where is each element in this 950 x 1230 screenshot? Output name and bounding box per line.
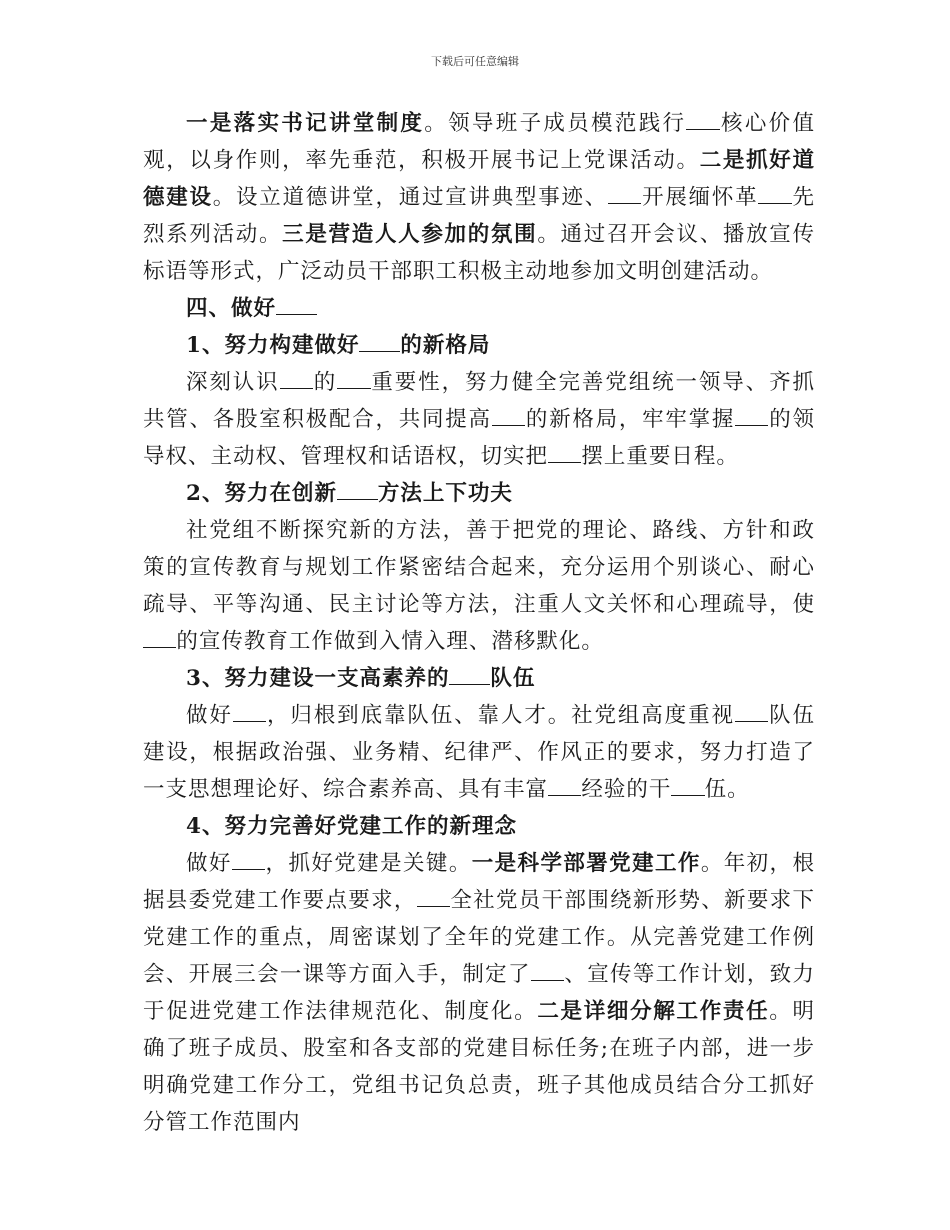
text-span: 摆上重要日程。 — [581, 444, 739, 469]
text-span: 经验的干 — [581, 777, 672, 802]
text-span: 全社党员干部围绕新形势、新要求下党建工作的重点，周密谋划了全年的党建工作。从完善党建工作例会、开展三会一课等方面入手，制定了 — [143, 888, 815, 987]
blank — [686, 109, 719, 130]
subsection-body-2 — [143, 512, 815, 660]
document-body — [143, 105, 815, 1141]
blank — [276, 294, 317, 315]
subsection-body-3 — [143, 697, 815, 808]
subsection-body-1 — [143, 364, 815, 475]
text-span: 队伍建设，根据政治强、业务精、纪律严、作风正的要求，努力打造了一支思想理论好、综合素养高、具有丰富 — [143, 703, 815, 802]
text-span: 2、努力在创新 — [186, 481, 337, 506]
text-span: ，归根到底靠队伍、靠人才。社党组高度重视 — [266, 703, 735, 728]
blank — [531, 960, 564, 981]
subsection-body-4 — [143, 845, 815, 1141]
text-span: 深刻认识 — [186, 370, 280, 395]
text-span: 3、努力建设一支高素养的 — [186, 666, 450, 691]
blank — [548, 442, 581, 463]
text-span: 核心价值观，以身作则，率先垂范，积极开展书记上党课活动。 — [143, 111, 815, 173]
subsection-title-3 — [143, 660, 815, 697]
subsection-title-2 — [143, 475, 815, 512]
point-three: 三是营造人人参加的氛围 — [282, 222, 538, 247]
blank — [280, 368, 313, 389]
text-span: 伍。 — [704, 777, 750, 802]
blank — [417, 886, 450, 907]
point-two: 二是抓好道德建设 — [143, 148, 815, 210]
text-span: 。年初，根据县委党建工作要点要求， — [143, 851, 815, 913]
text-span: 开展缅怀革 — [641, 185, 759, 210]
subsection-title-4: 4、努力完善好党建工作的新理念 — [186, 814, 517, 839]
text-span: 1、努力构建做好 — [186, 333, 360, 358]
blank — [232, 849, 265, 870]
blank — [608, 183, 641, 204]
blank — [735, 405, 768, 426]
text-span: 、宣传等工作计划，致力于促进党建工作法律规范化、制度化。 — [143, 962, 815, 1024]
text-span: 先烈系列活动。 — [143, 185, 815, 247]
text-span: 社党组不断探究新的方法，善于把党的理论、路线、方针和政策的宣传教育与规划工作紧密结合起来，充分运用个别谈心、耐心疏导、平等沟通、民主讨论等方法，注重人文关怀和心理疏导，使 — [143, 518, 815, 617]
text-span: 。领导班子成员模范践行 — [424, 111, 687, 136]
page-header: 下载后可任意编辑 — [431, 55, 519, 68]
blank — [671, 775, 704, 796]
text-span: 的新格局 — [400, 333, 491, 358]
text-span: 方法上下功夫 — [377, 481, 513, 506]
text-span: 。设立道德讲堂，通过宣讲典型事迹、 — [212, 185, 609, 210]
blank — [492, 405, 525, 426]
blank — [548, 775, 581, 796]
text-span: 队伍 — [490, 666, 536, 691]
blank — [735, 701, 768, 722]
blank — [143, 627, 176, 648]
text-span: 做好 — [186, 851, 232, 876]
text-span: 的领导权、主动权、管理权和话语权，切实把 — [143, 407, 815, 469]
text-span: 。通过召开会议、播放宣传标语等形式，广泛动员干部职工积极主动地参加文明创建活动。 — [143, 222, 815, 284]
text-span: 的宣传教育工作做到入情入理、潜移默化。 — [176, 629, 604, 654]
section-heading-four — [143, 290, 815, 327]
blank — [449, 664, 490, 685]
point-one: 一是科学部署党建工作 — [471, 851, 701, 876]
text-span: 。明确了班子成员、股室和各支部的党建目标任务;在班子内部，进一步明确党建工作分工，党组书记负总责，班子其他成员结合分工抓好分管工作范围内 — [143, 999, 815, 1135]
text-span: ，抓好党建是关键。 — [265, 851, 472, 876]
text-span: 的新格局，牢牢掌握 — [525, 407, 736, 432]
blank — [337, 368, 370, 389]
text-span: 四、做好 — [186, 296, 277, 321]
point-one: 一是落实书记讲堂制度 — [186, 111, 425, 136]
paragraph-measures — [143, 105, 815, 290]
blank — [337, 479, 378, 500]
text-span: 重要性，努力健全完善党组统一领导、齐抓共管、各股室积极配合，共同提高 — [143, 370, 815, 432]
subsection-title-1 — [143, 327, 815, 364]
blank — [359, 331, 400, 352]
text-span: 的 — [312, 370, 338, 395]
point-two: 二是详细分解工作责任 — [537, 999, 770, 1024]
text-span: 做好 — [186, 703, 233, 728]
blank — [758, 183, 791, 204]
blank — [233, 701, 266, 722]
